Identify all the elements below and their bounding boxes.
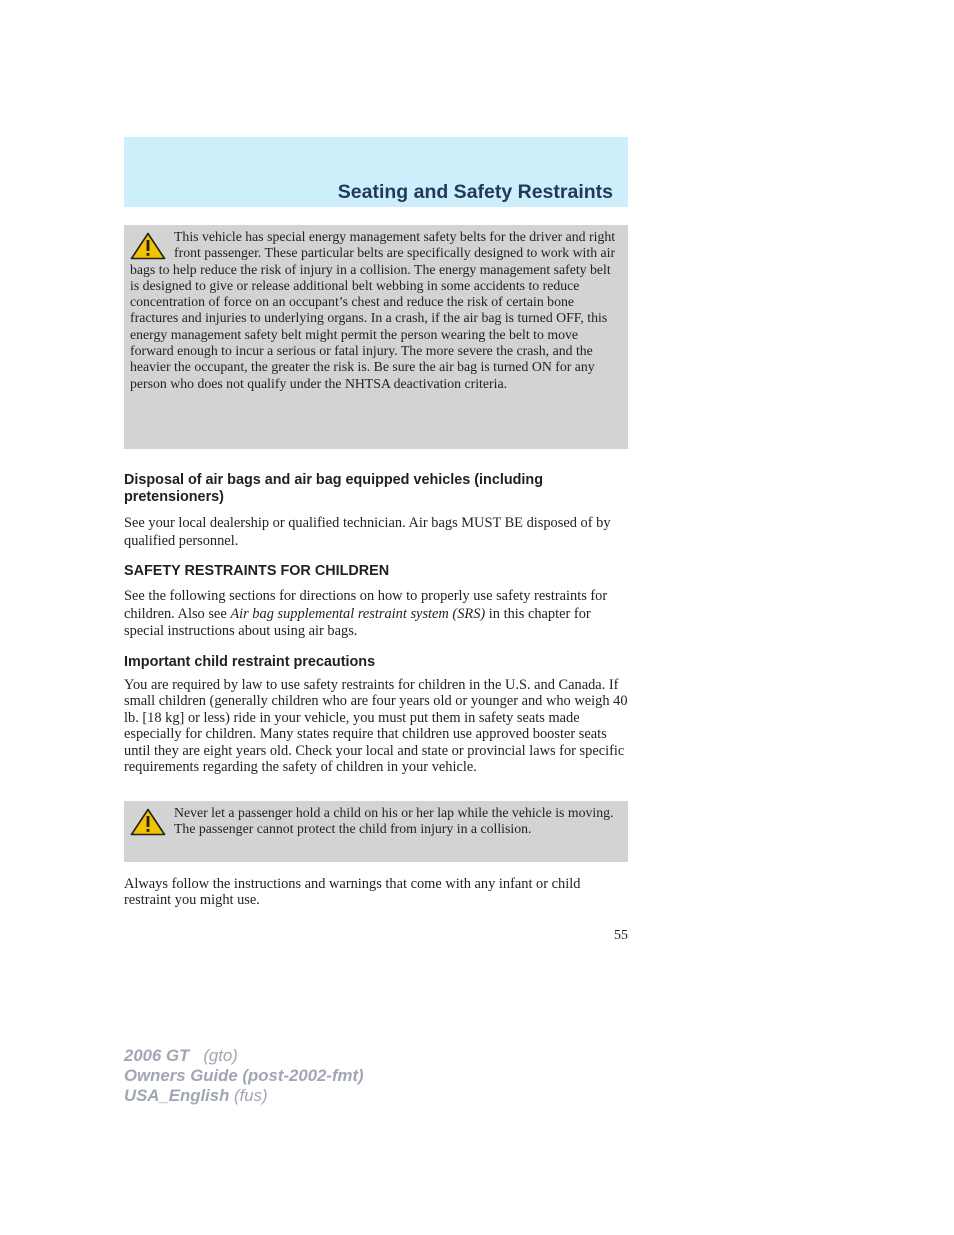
section-header-band <box>124 137 628 207</box>
footer-line-guide <box>124 1066 364 1086</box>
footer-line-model <box>124 1046 364 1066</box>
footer-guide: Owners Guide (post-2002-fmt) <box>124 1066 364 1085</box>
warning-box-energy-belts <box>124 225 628 449</box>
warning-text-child-lap: Never let a passenger hold a child on his or her lap while the vehicle is moving. The passenger cannot protect the child from injury in a collision. <box>174 805 614 837</box>
link-airbag-srs-reference: Air bag supplemental restraint system (SRS) <box>230 605 486 622</box>
heading-disposal: Disposal of air bags and air bag equipped vehicles (including pretensioners) <box>124 472 544 505</box>
paragraph-child-restraint-precautions: You are required by law to use safety restraints for children in the U.S. and Canada. If small children (generally children who are four years old or younger and who weigh 40 lb. [18 kg] or less) ride in your vehicle, you must put them in safety seats made especially for children. Many states require that children use approved booster seats until they are eight years old. Check your local and state or provincial laws for specific requirements regarding the safety of children in your vehicle. <box>124 677 628 776</box>
paragraph-disposal: See your local dealership or qualified technician. Air bags MUST BE disposed of by qualified personnel. <box>124 515 611 549</box>
paragraph-closing: Always follow the instructions and warnings that come with any infant or child restraint you might use. <box>124 876 581 909</box>
section-title: Seating and Safety Restraints <box>337 181 613 203</box>
children-text-before: See the following sections for directions on how to properly use safety restraints for children. Also see <box>124 588 608 622</box>
warning-triangle-icon <box>130 232 166 260</box>
warning-text-energy-belts: This vehicle has special energy management safety belts for the driver and right front passenger. These particular belts are specifically designed to work with air bags to help reduce the risk of injury in a collision. The energy management safety belt is designed to give or release additional belt webbing in some accidents to reduce concentration of force on an occupant’s chest and reduce the risk of certain bone fractures and injuries to underlying organs. In a crash, if the air bag is turned OFF, this energy management safety belt might permit the person wearing the belt to move forward enough to incur a serious or fatal injury. The more severe the crash, and the heavier the occupant, the greater the risk is. Be sure the air bag is turned ON for any person who does not qualify under the NHTSA deactivation criteria. <box>130 229 616 391</box>
footer-language: USA_English <box>124 1086 230 1105</box>
heading-safety-restraints-children: SAFETY RESTRAINTS FOR CHILDREN <box>124 563 390 579</box>
paragraph-safety-restraints-children <box>124 588 630 641</box>
children-text-after: in this chapter for special instructions about using air bags. <box>124 605 591 639</box>
page-number: 55 <box>614 928 628 943</box>
footer-model: 2006 GT <box>124 1046 190 1065</box>
document-footer <box>124 1046 364 1106</box>
footer-line-language <box>124 1086 364 1106</box>
warning-triangle-icon <box>130 808 166 836</box>
footer-model-code: (gto) <box>203 1046 238 1065</box>
warning-box-child-lap <box>124 801 628 862</box>
footer-language-code: (fus) <box>234 1086 268 1105</box>
heading-child-restraint-precautions: Important child restraint precautions <box>124 654 376 670</box>
